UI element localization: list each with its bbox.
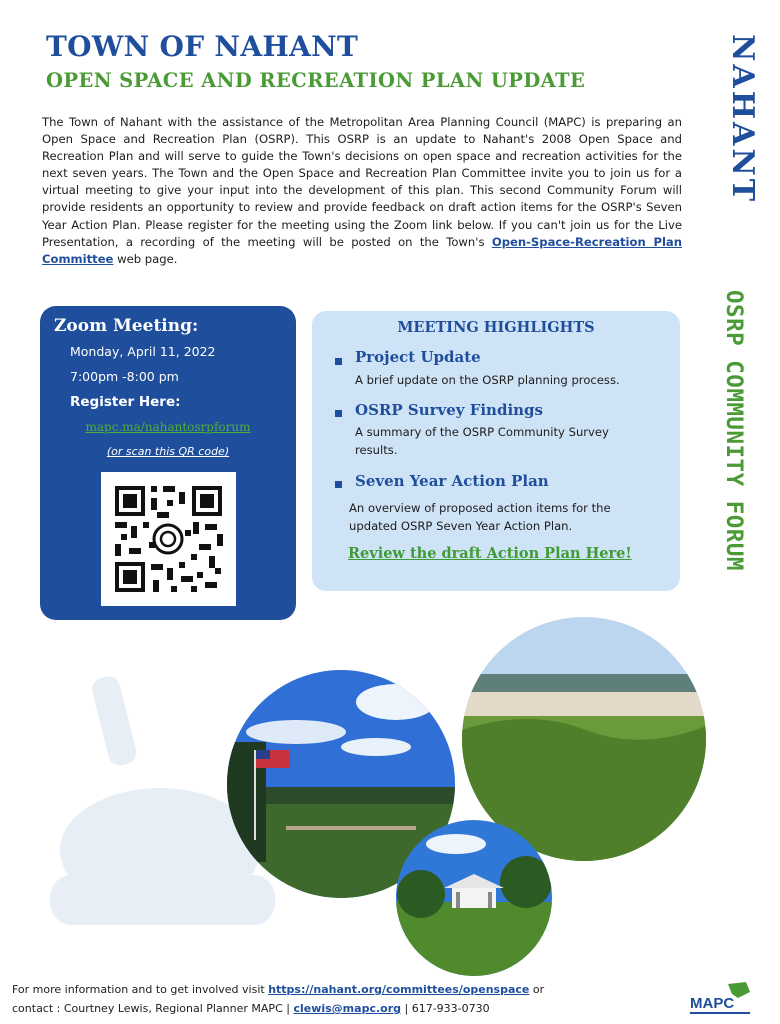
highlights-title: MEETING HIGHLIGHTS xyxy=(397,319,595,336)
side-banner-town: NAHANT xyxy=(725,34,760,205)
contact-name-text: contact : Courtney Lewis, Regional Planner MAPC | xyxy=(12,1002,290,1015)
review-action-plan-link[interactable]: Review the draft Action Plan Here! xyxy=(348,545,632,562)
highlight-heading: Project Update xyxy=(355,348,481,366)
meeting-highlights-panel xyxy=(312,311,680,591)
email-link[interactable]: clewis@mapc.org xyxy=(293,1002,401,1015)
bullet-icon xyxy=(335,358,342,365)
bullet-icon xyxy=(335,410,342,417)
committee-link[interactable]: Open-Space-Recreation Plan Committee xyxy=(42,234,682,266)
qr-scan-note: (or scan this QR code) xyxy=(106,445,230,458)
meeting-time: 7:00pm -8:00 pm xyxy=(70,369,179,384)
qr-code[interactable] xyxy=(101,472,236,606)
footer-or-text: or xyxy=(532,983,545,996)
page-subtitle: OPEN SPACE AND RECREATION PLAN UPDATE xyxy=(46,69,586,92)
side-banner-event: OSRP COMMUNITY FORUM xyxy=(721,290,747,571)
register-label: Register Here: xyxy=(70,394,181,410)
mapc-logo-text: MAPC xyxy=(690,995,735,1012)
page-title: TOWN OF NAHANT xyxy=(46,30,359,63)
footer-intro-text: For more information and to get involved visit xyxy=(12,983,265,996)
highlight-description: A brief update on the OSRP planning process. xyxy=(355,373,620,387)
footer-contact xyxy=(12,980,544,1018)
openspace-url-link[interactable]: https://nahant.org/committees/openspace xyxy=(268,983,530,996)
highlight-description: A summary of the OSRP Community Survey results. xyxy=(355,425,609,457)
photo-collage xyxy=(226,612,706,978)
highlight-description: An overview of proposed action items for the updated OSRP Seven Year Action Plan. xyxy=(349,501,611,533)
qr-code-icon xyxy=(101,472,236,606)
intro-text: The Town of Nahant with the assistance of the Metropolitan Area Planning Council (MAPC) is preparing an Open Space and Recreation Plan (OSRP). This OSRP is an update to Nahant's 2008 Open Space and Recreation Plan and will serve to guide the Town's decisions on open space and recreation activities for the next seven years. The Town and the Open Space and Recreation Plan Committee invite you to join us for a virtual meeting to give your input into the development of this plan. This second Community Forum will provide residents an opportunity to review and provide feedback on draft action items for the OSRP's Seven Year Action Plan. Please register for the meeting using the Zoom link below. If you can't join us for the Live Presentation, a recording of the meeting will be posted on the Town's xyxy=(42,115,682,249)
intro-paragraph xyxy=(42,114,682,268)
phone-text: | 617-933-0730 xyxy=(404,1002,490,1015)
bullet-icon xyxy=(335,481,342,488)
highlight-heading: OSRP Survey Findings xyxy=(355,401,543,419)
meeting-date: Monday, April 11, 2022 xyxy=(70,344,216,359)
zoom-title: Zoom Meeting: xyxy=(54,316,199,336)
highlight-heading: Seven Year Action Plan xyxy=(355,472,549,490)
intro-suffix: web page. xyxy=(117,251,178,266)
register-link[interactable]: mapc.ma/nahantosrpforum xyxy=(85,420,251,434)
mapc-logo-icon xyxy=(688,980,754,1020)
zoom-meeting-panel xyxy=(40,306,296,620)
